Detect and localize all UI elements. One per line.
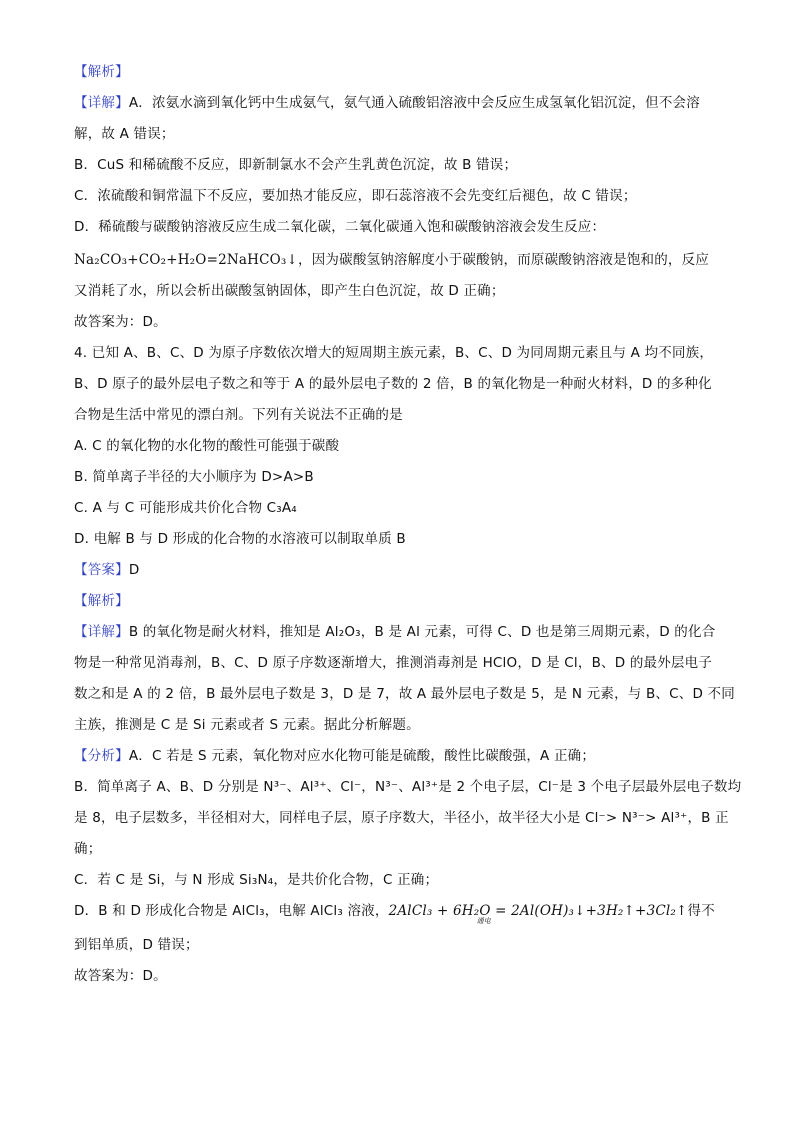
option-a: A. C 的氧化物的水化物的酸性可能强于碳酸 — [74, 438, 340, 454]
text-line: 到铝单质，D 错误； — [74, 937, 199, 953]
analysis-tag: 【解析】 — [74, 64, 129, 80]
electrolysis-suffix: 得不 — [687, 903, 715, 919]
answer-tag: 【答案】 — [74, 562, 129, 578]
detail-line-1 — [74, 93, 700, 113]
question-4-stem: B、D 原子的最外层电子数之和等于 A 的最外层电子数的 2 倍，B 的氧化物是一种耐火材料，D 的多种化 — [74, 376, 712, 392]
equation-line — [74, 250, 709, 270]
electrolysis-equation: 2AlCl₃ + 6H₂O = 2Al(OH)₃↓+3H₂↑+3Cl₂↑ 通电 — [389, 901, 688, 921]
detail-line-q4 — [74, 622, 715, 642]
analysis-heading — [74, 62, 129, 82]
text-line: 主族，推测是 C 是 Si 元素或者 S 元素。据此分析解题。 — [74, 717, 420, 733]
analysis-tag: 【解析】 — [74, 593, 129, 609]
answer-heading — [74, 560, 139, 580]
text-line: B．简单离子 A、B、D 分别是 N³⁻、Al³⁺、Cl⁻，N³⁻、Al³⁺是 2 个电子层，Cl⁻是 3 个电子层最外层电子数均 — [74, 779, 742, 795]
text-line: 物是一种常见消毒剂，B、C、D 原子序数逐渐增大，推测消毒剂是 HClO，D 是 Cl，B、D 的最外层电子 — [74, 655, 713, 671]
text-line: 是 8，电子层数多，半径相对大，同样电子层，原子序数大，半径小，故半径大小是 Cl⁻> N³⁻> Al³⁺，B 正 — [74, 810, 729, 826]
equation-explanation: ，因为碳酸氢钠溶解度小于碳酸钠，而原碳酸钠溶液是饱和的，反应 — [298, 252, 710, 268]
text-line: C．若 C 是 Si，与 N 形成 Si₃N₄，是共价化合物，C 正确； — [74, 872, 439, 888]
answer-line: 故答案为：D。 — [74, 314, 167, 330]
answer-value: D — [128, 562, 140, 578]
text-line: 又消耗了水，所以会析出碳酸氢钠固体，即产生白色沉淀，故 D 正确； — [74, 283, 505, 299]
text-line: 数之和是 A 的 2 倍，B 最外层电子数是 3，D 是 7，故 A 最外层电子数是 5，是 N 元素，与 B、C、D 不同 — [74, 686, 735, 702]
reaction-equation: Na₂CO₃+CO₂+H₂O=2NaHCO₃↓ — [74, 252, 299, 268]
question-4-stem: 4. 已知 A、B、C、D 为原子序数依次增大的短周期主族元素，B、C、D 为同周期元素且与 A 均不同族， — [74, 345, 714, 361]
text-line: C．浓硫酸和铜常温下不反应，要加热才能反应，即石蕊溶液不会先变红后褪色，故 C 错误； — [74, 188, 637, 204]
option-c: C. A 与 C 可能形成共价化合物 C₃A₄ — [74, 500, 297, 516]
detail-text: B 的氧化物是耐火材料，推知是 Al₂O₃，B 是 Al 元素，可得 C、D 也是第三周期元素，D 的化合 — [128, 624, 716, 640]
electrolysis-prefix: D．B 和 D 形成化合物是 AlCl₃，电解 AlCl₃ 溶液， — [74, 903, 389, 919]
text-line: D．稀硫酸与碳酸钠溶液反应生成二氧化碳，二氧化碳通入饱和碳酸钠溶液会发生反应： — [74, 219, 606, 235]
text-line: 确； — [74, 841, 102, 857]
analysis-heading-2 — [74, 591, 129, 611]
text-line: B．CuS 和稀硫酸不反应，即新制氯水不会产生乳黄色沉淀，故 B 错误； — [74, 157, 518, 173]
option-b: B. 简单离子半径的大小顺序为 D>A>B — [74, 469, 314, 485]
answer-line: 故答案为：D。 — [74, 968, 167, 984]
electrolysis-line — [74, 901, 715, 925]
detail-tag: 【详解】 — [74, 95, 129, 111]
detail-tag: 【详解】 — [74, 624, 129, 640]
fenxi-tag: 【分析】 — [74, 748, 129, 764]
option-d: D. 电解 B 与 D 形成的化合物的水溶液可以制取单质 B — [74, 531, 406, 547]
fenxi-line-1 — [74, 746, 595, 766]
question-4-stem: 合物是生活中常见的漂白剂。下列有关说法不正确的是 — [74, 407, 403, 423]
fenxi-text: A．C 若是 S 元素，氧化物对应水化物可能是硫酸，酸性比碳酸强，A 正确； — [128, 748, 596, 764]
text-line: 解，故 A 错误； — [74, 126, 175, 142]
condition-label: 通电 — [476, 917, 491, 925]
detail-text: A．浓氨水滴到氧化钙中生成氨气，氨气通入硫酸铝溶液中会反应生成氢氧化铝沉淀，但不会溶 — [128, 95, 700, 111]
